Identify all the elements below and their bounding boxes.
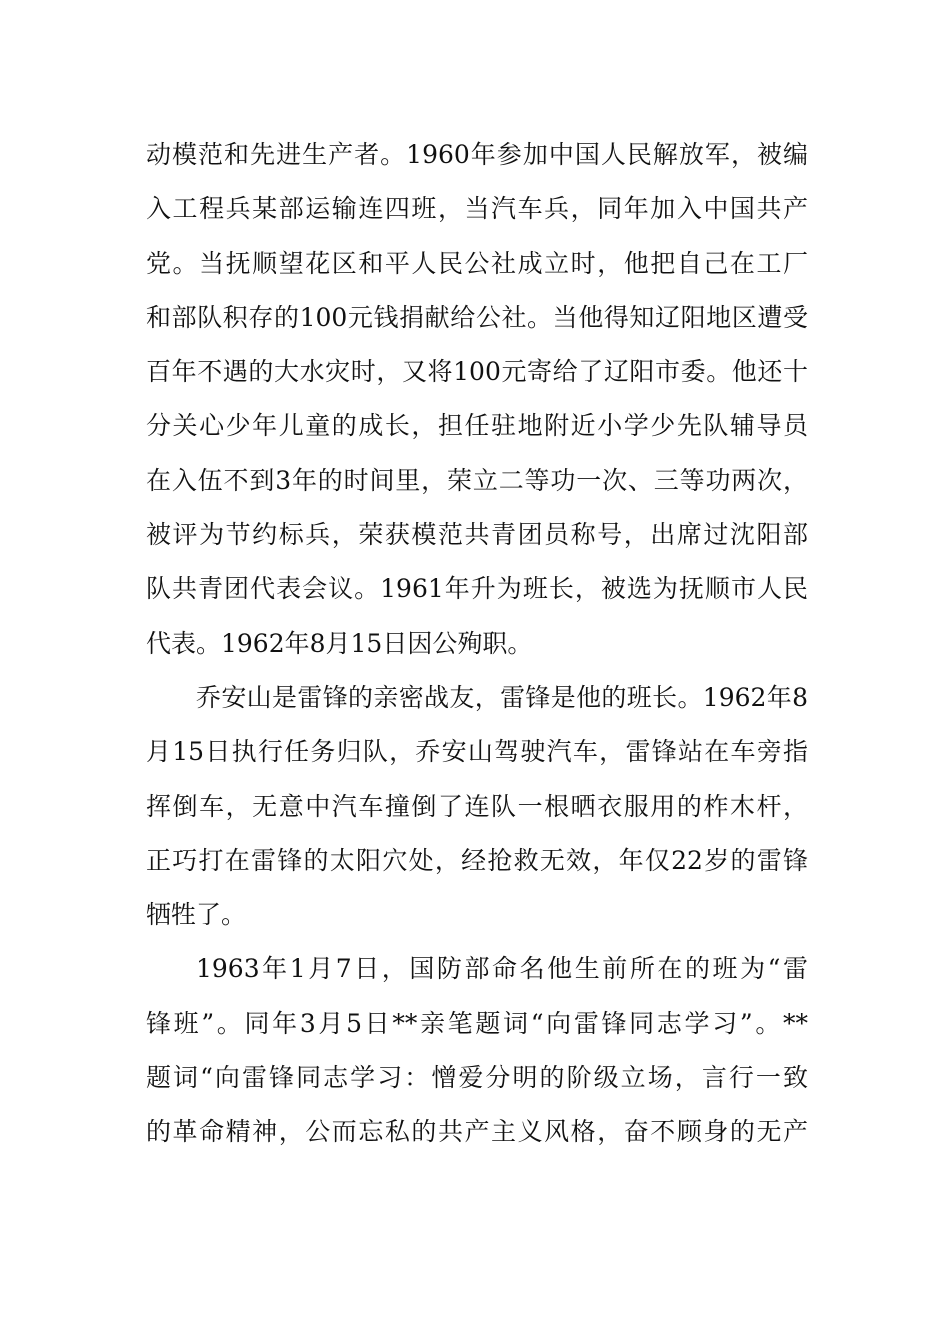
- text-line: 队共青团代表会议。1961年升为班长，被选为抚顺市人民: [146, 574, 808, 604]
- text-line: 分关心少年儿童的成长，担任驻地附近小学少先队辅导员: [146, 411, 808, 441]
- text-line: 乔安山是雷锋的亲密战友，雷锋是他的班长。1962年8: [196, 682, 808, 712]
- text-line: 牺牲了。: [146, 900, 247, 930]
- paragraph-2: [146, 671, 808, 942]
- paragraph-3: [146, 942, 808, 1159]
- paragraph-1: [146, 128, 808, 671]
- text-line: 月15日执行任务归队，乔安山驾驶汽车，雷锋站在车旁指: [146, 737, 808, 767]
- text-line: 党。当抚顺望花区和平人民公社成立时，他把自己在工厂: [146, 248, 808, 278]
- text-line: 的革命精神，公而忘私的共产主义风格，奋不顾身的无产: [146, 1117, 808, 1147]
- document-body: [146, 128, 808, 1160]
- text-line: 在入伍不到3年的时间里，荣立二等功一次、三等功两次，: [146, 465, 808, 495]
- text-line: 百年不遇的大水灾时，又将100元寄给了辽阳市委。他还十: [146, 357, 808, 387]
- text-line: 锋班”。同年3月5日**亲笔题词“向雷锋同志学习”。**: [146, 1008, 808, 1038]
- text-line: 被评为节约标兵，荣获模范共青团员称号，出席过沈阳部: [146, 520, 808, 550]
- text-line: 入工程兵某部运输连四班，当汽车兵，同年加入中国共产: [146, 194, 808, 224]
- text-line: 挥倒车，无意中汽车撞倒了连队一根晒衣服用的柞木杆，: [146, 791, 808, 821]
- text-line: 题词“向雷锋同志学习：憎爱分明的阶级立场，言行一致: [146, 1063, 808, 1093]
- text-line: 和部队积存的100元钱捐献给公社。当他得知辽阳地区遭受: [146, 302, 808, 332]
- text-line: 动模范和先进生产者。1960年参加中国人民解放军，被编: [146, 140, 808, 169]
- text-line: 代表。1962年8月15日因公殉职。: [146, 628, 533, 658]
- text-line: 正巧打在雷锋的太阳穴处，经抢救无效，年仅22岁的雷锋: [146, 845, 808, 875]
- text-line: 1963年1月7日，国防部命名他生前所在的班为“雷: [196, 954, 808, 984]
